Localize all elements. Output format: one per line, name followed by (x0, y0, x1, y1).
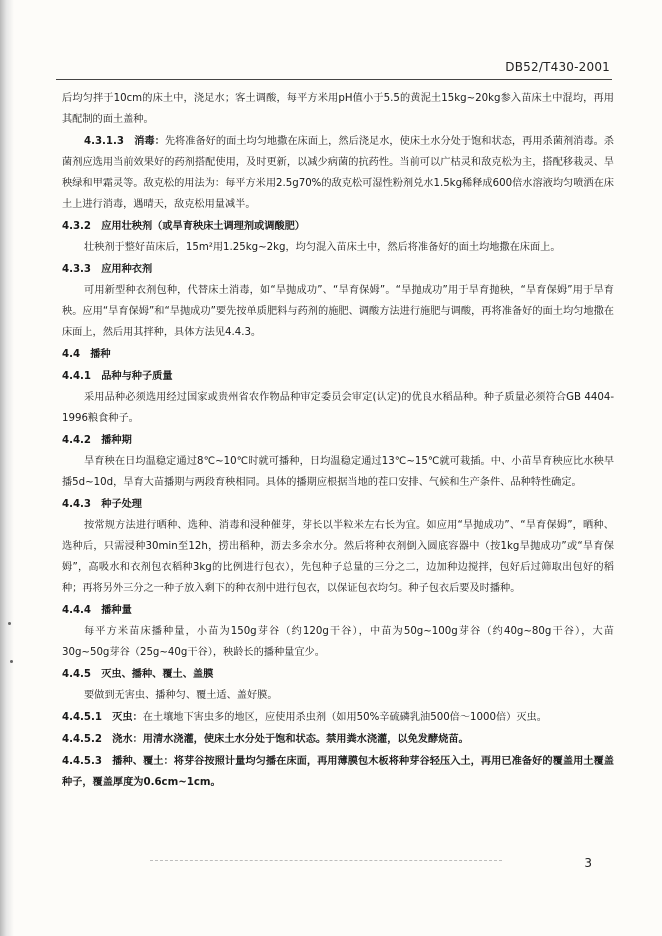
paragraph-4-4-4: 每平方米苗床播种量，小苗为150g芽谷（约120g干谷），中苗为50g~100g芽谷（约40g~80g干谷），大苗30g~50g芽谷（25g~40g干谷），秧龄长的播种量宜少。 (62, 626, 614, 658)
scan-edge-shadow (0, 0, 14, 936)
heading-4-4-5: 4.4.5 灭虫、播种、覆土、盖膜 (62, 669, 214, 680)
paragraph-4-3-3: 可用新型种衣剂包种，代替床土消毒，如“旱抛成功”、“旱育保姆”。“旱抛成功”用于旱育抛秧，“旱育保姆”用于旱育秧。应用“旱育保姆”和“旱抛成功”要先按单质肥料与药剂的施肥、调酸方法进行施肥与调酸，再将准备好的面土均匀地撒在床面上，然后用其拌种，具体方法见4.4.3。 (62, 285, 614, 338)
page-number: 3 (584, 856, 592, 870)
heading-4-4-4: 4.4.4 播种量 (62, 605, 132, 616)
paragraph-4-4-5-2: 4.4.5.2 浇水：用清水浇灌，使床土水分处于饱和状态。禁用粪水浇灌，以免发酵烧苗。 (62, 734, 469, 745)
paragraph-4-4-1: 采用品种必须选用经过国家或贵州省农作物品种审定委员会审定(认定)的优良水稻品种。种子质量必须符合GB 4404-1996粮食种子。 (62, 392, 614, 424)
paragraph-4-4-5: 要做到无害虫、播种匀、覆土适、盖好膜。 (84, 690, 278, 701)
footer-rule (150, 860, 502, 861)
heading-4-4-3: 4.4.3 种子处理 (62, 499, 142, 510)
paragraph-4-3-1-3: 4.3.1.3 消毒：先将准备好的面土均匀地撒在床面上，然后浇足水，使床土水分处于饱和状态，再用杀菌剂消毒。杀菌剂应选用当前效果好的药剂搭配使用，及时更新，以减少病菌的抗药性。当前可以广枯灵和敌克松为主，搭配移栽灵、旱秧绿和甲霜灵等。敌克松的用法为：每平方米用2.5g70%的敌克松可湿性粉剂兑水1.5kg稀释成600倍水溶液均匀喷洒在床土上进行消毒，遇晴天，敌克松用量减半。 (62, 136, 614, 210)
paragraph: 后均匀拌于10cm的床土中，浇足水；客土调酸，每平方米用pH值小于5.5的黄泥土15kg~20kg参入苗床土中混均，再用其配制的面土盖种。 (62, 93, 614, 125)
heading-4-4-1: 4.4.1 品种与种子质量 (62, 371, 173, 382)
heading-4-3-2: 4.3.2 应用壮秧剂（或旱育秧床土调理剂或调酸肥） (62, 221, 305, 232)
paragraph-4-4-3: 按常规方法进行晒种、选种、消毒和浸种催芽，芽长以半粒米左右长为宜。如应用“旱抛成功”、“旱育保姆”，晒种、选种后，只需浸种30min至12h，捞出稻种，沥去多余水分。然后将种衣剂倒入圆底容器中（按1kg旱抛成功”或“旱育保姆”，高吸水和衣剂包衣稻种3kg的比例进行包衣），先包种子总量的三分之二，边加种边搅拌，包好后过筛取出包好的稻种；再将另外三分之一种子放入剩下的种衣剂中进行包衣，以保证包衣均匀。种子包衣后要及时播种。 (62, 520, 614, 594)
paragraph-4-3-2: 壮秧剂于整好苗床后，15m²用1.25kg~2kg，均匀混入苗床土中，然后将准备好的面土均地撒在床面上。 (84, 242, 561, 253)
paragraph-4-4-5-1: 4.4.5.1 灭虫：在土壤地下害虫多的地区，应使用杀虫剂（如用50%辛硫磷乳油500倍～1000倍）灭虫。 (62, 712, 547, 723)
scan-speck (8, 622, 11, 625)
document-body (62, 88, 614, 793)
scan-speck (10, 660, 13, 663)
paragraph-4-4-2: 旱育秧在日均温稳定通过8℃~10℃时就可播种，日均温稳定通过13℃~15℃就可栽插。中、小苗旱育秧应比水秧早播5d~10d，旱育大苗播期与两段育秧相同。具体的播期应根据当地的茬口安排、气候和生产条件、品种特性确定。 (62, 456, 614, 488)
heading-4-4-2: 4.4.2 播种期 (62, 435, 132, 446)
standard-code: DB52/T430-2001 (505, 60, 610, 74)
header-rule (56, 79, 612, 80)
heading-4-4: 4.4 播种 (62, 349, 111, 360)
paragraph-4-4-5-3: 4.4.5.3 播种、覆土：将芽谷按照计量均匀播在床面，再用薄膜包木板将种芽谷轻压入土，再用已准备好的覆盖用土覆盖种子，覆盖厚度为0.6cm~1cm。 (62, 756, 614, 788)
heading-4-3-3: 4.3.3 应用种衣剂 (62, 264, 153, 275)
